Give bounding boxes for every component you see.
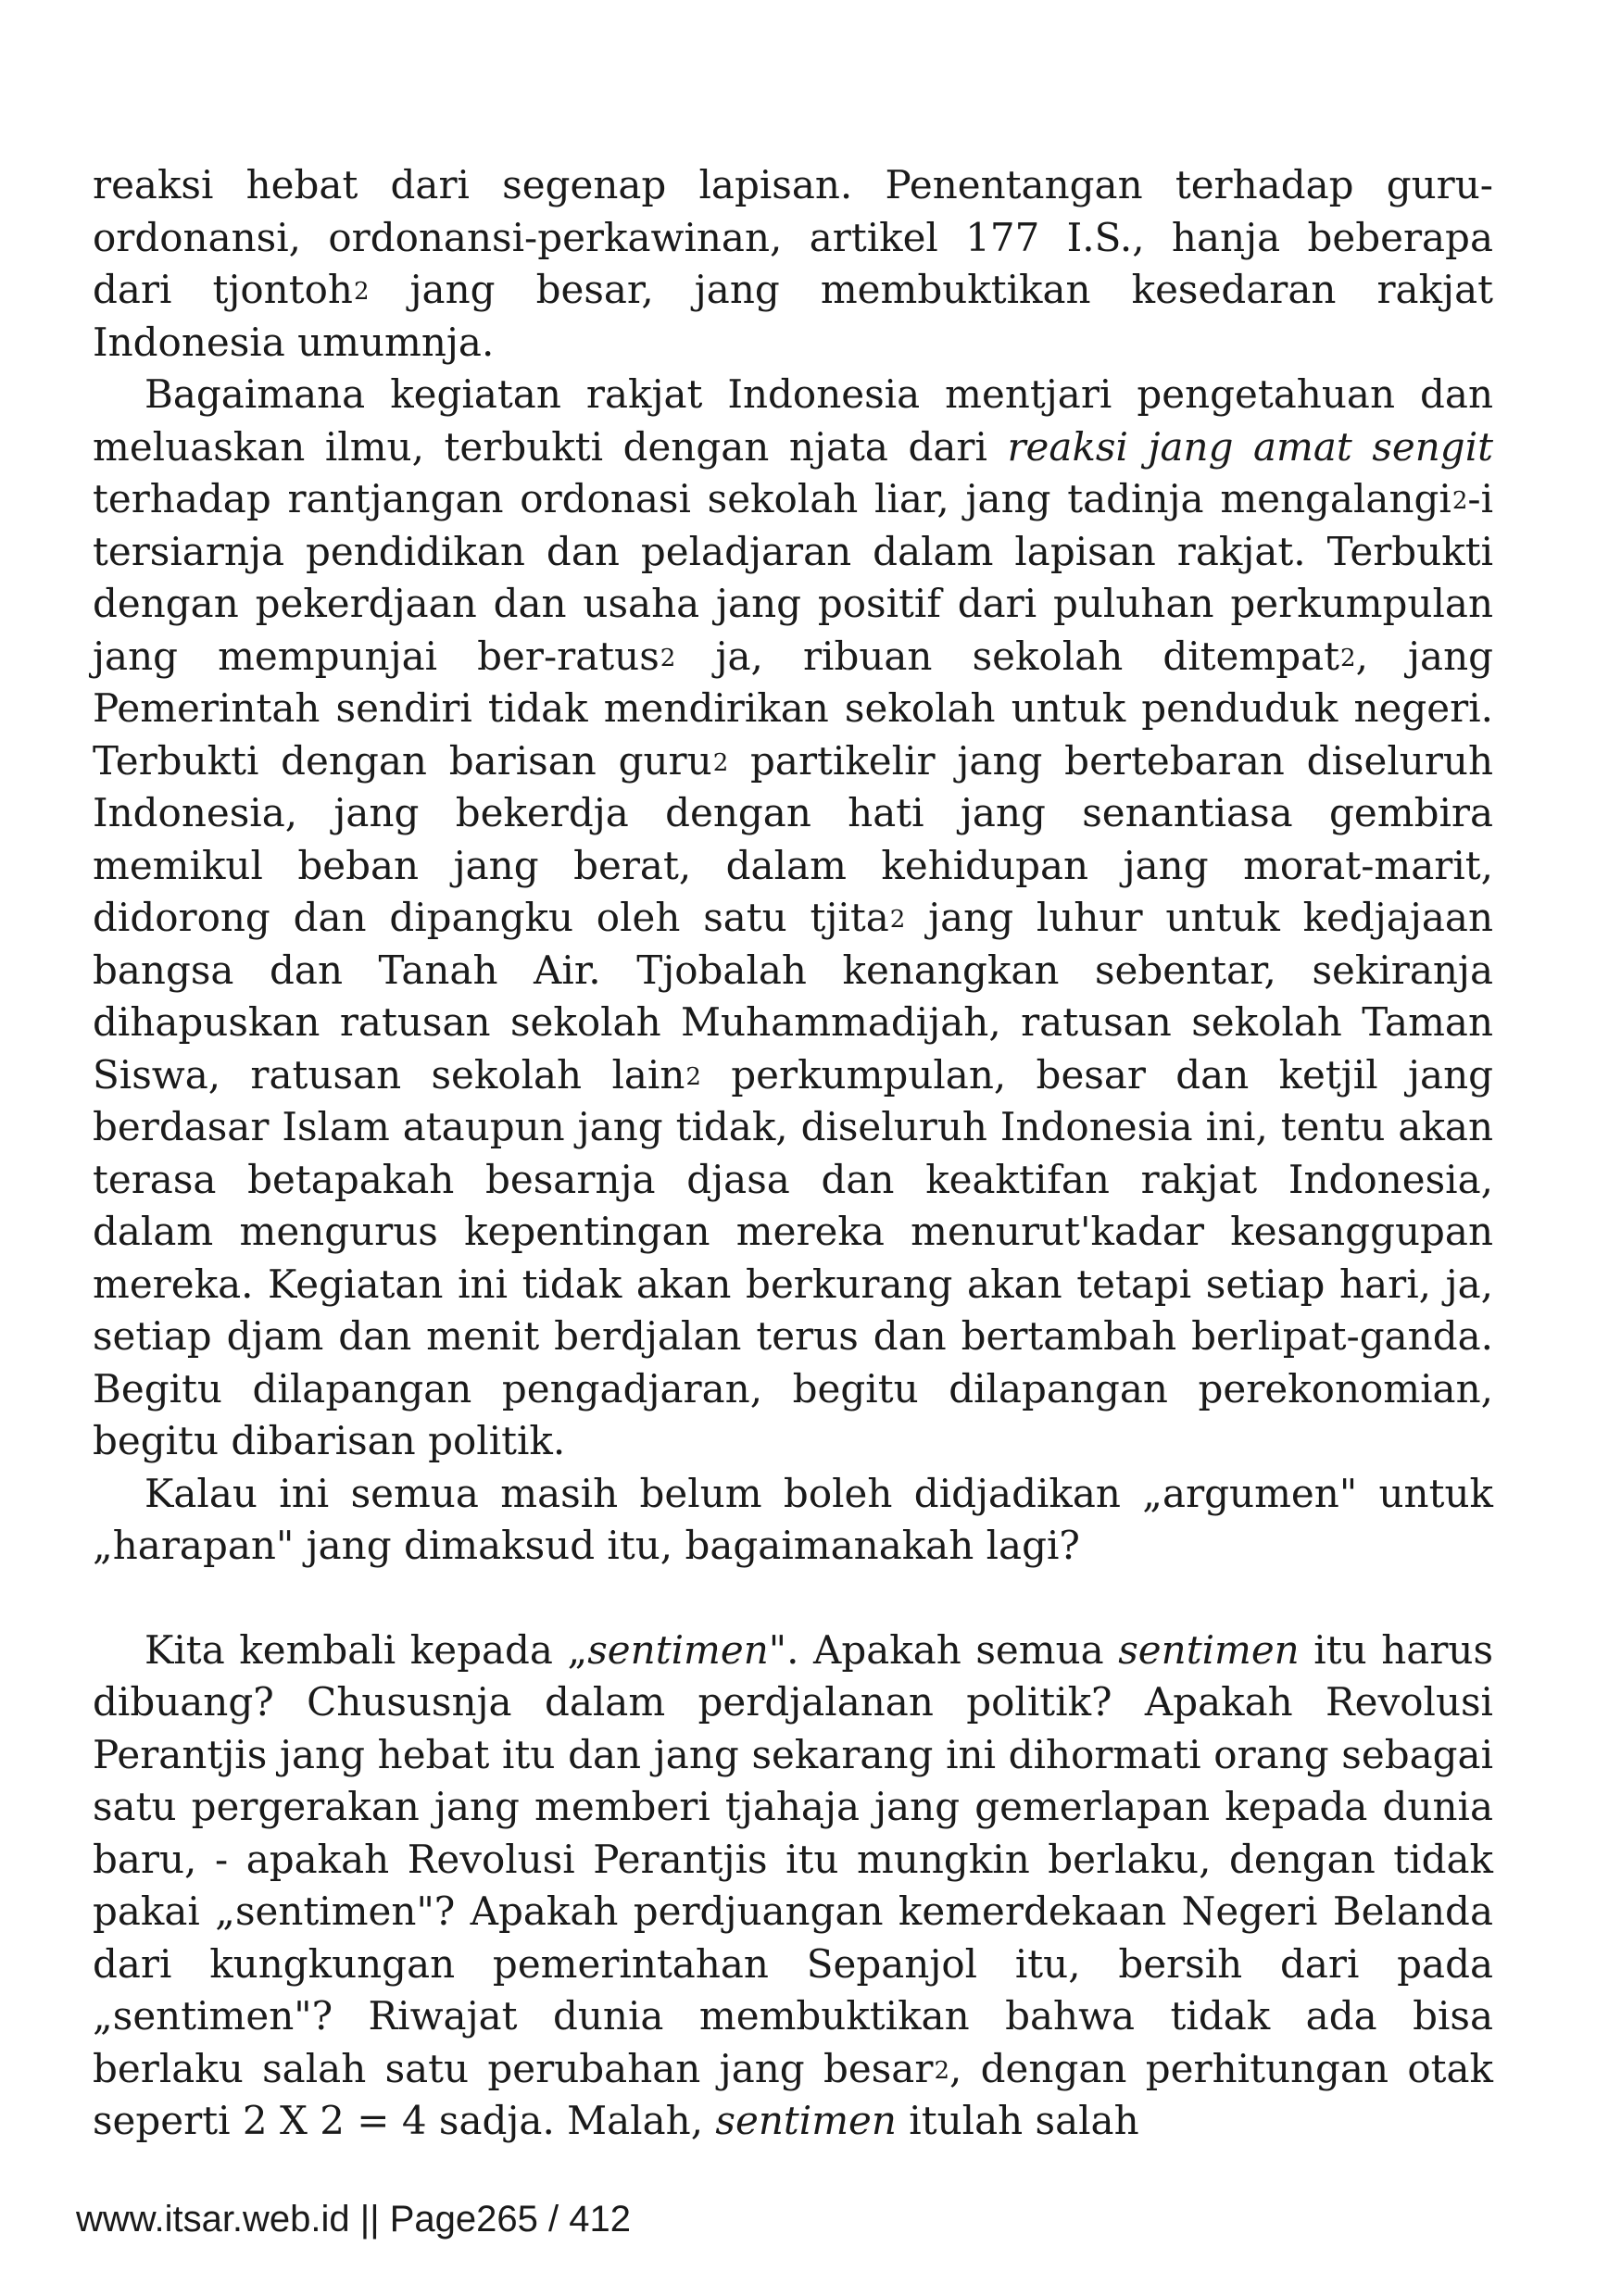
superscript-mark: 2	[712, 748, 729, 777]
italic-phrase: sentimen	[715, 2098, 897, 2143]
footer-page-number: Page265 / 412	[389, 2199, 631, 2240]
superscript-mark: 2	[660, 644, 676, 672]
text-segment: perkumpulan, besar dan ketjil jang berdasar Islam ataupun jang tidak, diseluruh Indonesia ini, tentu akan terasa betapakah besarnja djasa dan keaktifan rakjat Indonesia, dalam mengurus kepentingan mereka menurut'kadar kesanggupan mereka. Kegiatan ini tidak akan berkurang akan tetapi setiap hari, ja, setiap djam dan menit berdjalan terus dan bertambah berlipat-ganda. Begitu dilapangan pengadjaran, begitu dilapangan perekonomian, begitu dibarisan politik.	[93, 1051, 1493, 1463]
text-segment: Kita kembali kepada „	[145, 1626, 588, 1673]
text-segment: ja, ribuan sekolah ditempat	[675, 633, 1340, 679]
italic-phrase: sentimen	[1118, 1626, 1300, 1673]
text-segment: jang luhur untuk kedjajaan bangsa dan Tanah Air. Tjobalah kenangkan sebentar, sekiranja dihapuskan ratusan sekolah Muhammadijah, ratusan sekolah Taman Siswa, ratusan sekolah lain	[93, 895, 1493, 1098]
paragraph-2	[93, 369, 1493, 1468]
paragraph-4	[93, 1625, 1493, 2148]
page-footer	[76, 2197, 631, 2241]
footer-separator: ||	[359, 2199, 380, 2240]
footer-site: www.itsar.web.id	[76, 2199, 350, 2240]
superscript-mark: 2	[934, 2056, 949, 2085]
text-segment: , dengan perhitungan otak seperti 2 X 2 = 4 sadja. Malah,	[93, 2045, 1494, 2143]
text-segment: itu harus dibuang? Chususnja dalam perdjalanan politik? Apakah Revolusi Perantjis jang hebat itu dan jang sekarang ini dihormati orang sebagai satu pergerakan jang memberi tjahaja jang gemerlapan kepada dunia baru, - apakah Revolusi Perantjis itu mungkin berlaku, dengan tidak pakai „sentimen"? Apakah perdjuangan kemerdekaan Negeri Belanda dari kungkungan pemerintahan Sepanjol itu, bersih dari pada „sentimen"? Riwajat dunia membuktikan bahwa tidak ada bisa berlaku salah satu perubahan jang besar	[93, 1626, 1493, 2091]
text-segment: , jang Pemerintah sendiri tidak mendirikan sekolah untuk penduduk negeri. Terbukti dengan barisan guru	[93, 633, 1494, 784]
text-segment: -i tersiarnja pendidikan dan peladjaran dalam lapisan rakjat. Terbukti dengan pekerdjaan dan usaha jang positif dari puluhan perkumpulan jang mempunjai ber-ratus	[93, 476, 1493, 679]
text-segment: reaksi hebat dari segenap lapisan. Penentangan terhadap guru-ordonansi, ordonansi-perkawinan, artikel 177 I.S., hanja beberapa dari tjontoh	[93, 162, 1493, 312]
superscript-mark: 2	[1340, 644, 1356, 672]
superscript-mark: 2	[685, 1062, 701, 1091]
text-segment: itulah salah	[896, 2098, 1139, 2143]
text-segment: jang besar, jang membuktikan kesedaran rakjat Indonesia umumnja.	[93, 267, 1493, 365]
italic-phrase: sentimen	[587, 1626, 769, 1673]
paragraph-3: Kalau ini semua masih belum boleh didjadikan „argumen" untuk „harapan" jang dimaksud itu, bagaimanakah lagi?	[93, 1470, 1493, 1568]
text-segment: ". Apakah semua	[768, 1626, 1119, 1673]
page-body	[93, 159, 1493, 2148]
paragraph-1	[93, 159, 1493, 369]
superscript-mark: 2	[353, 278, 370, 306]
text-segment: partikelir jang bertebaran diseluruh Indonesia, jang bekerdja dengan hati jang senantiasa gembira memikul beban jang berat, dalam kehidupan jang morat-marit, didorong dan dipangku oleh satu tjita	[93, 737, 1494, 940]
text-segment: Bagaimana kegiatan rakjat Indonesia mentjari pengetahuan dan meluaskan ilmu, terbukti dengan njata dari	[93, 371, 1493, 470]
italic-phrase: reaksi jang amat sengit	[1007, 423, 1494, 470]
superscript-mark: 2	[889, 906, 906, 934]
superscript-mark: 2	[1451, 487, 1468, 515]
text-segment: terhadap rantjangan ordonasi sekolah liar, jang tadinja mengalangi	[93, 476, 1451, 521]
